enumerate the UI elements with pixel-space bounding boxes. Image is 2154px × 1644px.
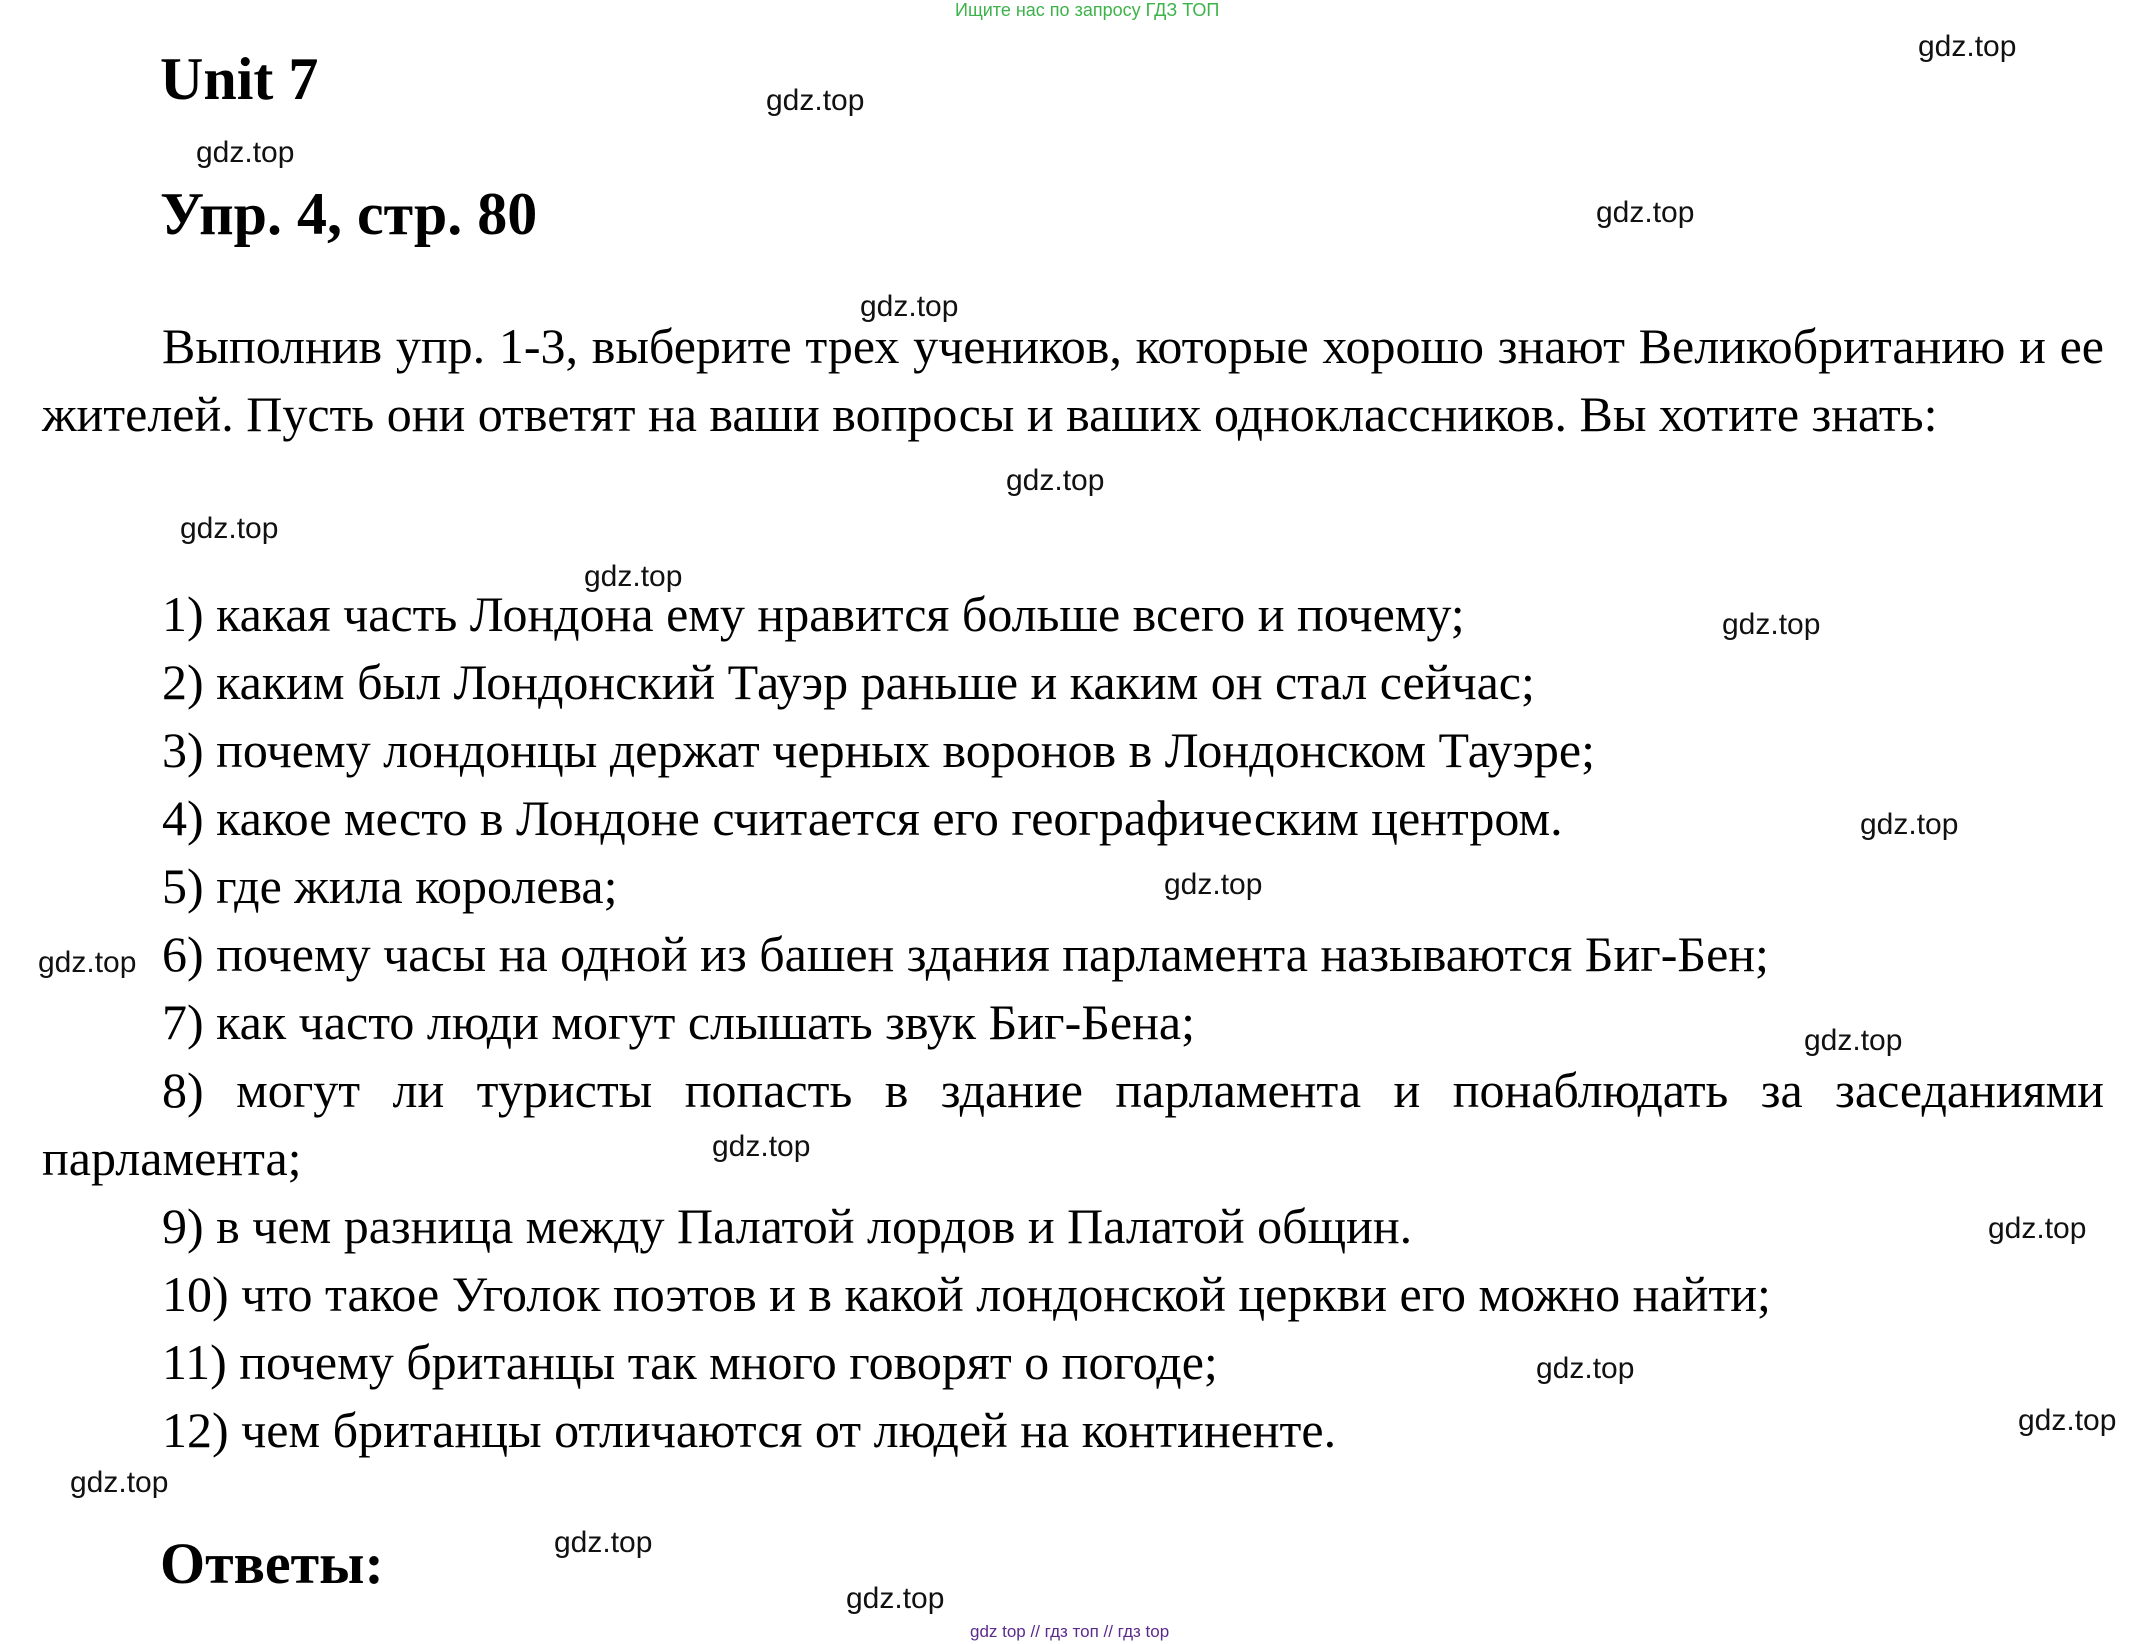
list-item-11: 11) почему британцы так много говорят о погоде; [162, 1334, 1218, 1390]
answers-heading: Ответы: [160, 1531, 384, 1596]
list-item-3: 3) почему лондонцы держат черных воронов в Лондонском Тауэре; [162, 722, 1595, 778]
watermark-text: gdz.top [70, 1466, 169, 1499]
watermark-text: gdz.top [1164, 868, 1263, 901]
top-banner[interactable]: Ищите нас по запросу ГДЗ ТОП [955, 0, 1220, 20]
watermark-text: gdz.top [1596, 196, 1695, 229]
task-intro: Выполнив упр. 1-3, выберите трех учеников, которые хорошо знают Великобританию и ее жителей. Пусть они ответят на ваши вопросы и ваших одноклассников. Вы хотите знать: [42, 318, 2104, 442]
list-item-10: 10) что такое Уголок поэтов и в какой лондонской церкви его можно найти; [162, 1266, 1771, 1322]
watermark-text: gdz.top [196, 136, 295, 169]
footer-banner[interactable]: gdz top // гдз топ // гдз top [970, 1622, 1170, 1641]
unit-title: Unit 7 [160, 46, 319, 112]
list-item-1: 1) какая часть Лондона ему нравится больше всего и почему; [162, 586, 1465, 642]
list-item-5: 5) где жила королева; [162, 858, 618, 914]
watermark-text: gdz.top [38, 946, 137, 979]
watermark-text: gdz.top [846, 1582, 945, 1615]
watermark-text: gdz.top [712, 1130, 811, 1163]
list-item-4: 4) какое место в Лондоне считается его географическим центром. [162, 790, 1563, 846]
watermark-text: gdz.top [554, 1526, 653, 1559]
list-item-9: 9) в чем разница между Палатой лордов и Палатой общин. [162, 1198, 1413, 1254]
exercise-title: Упр. 4, стр. 80 [160, 181, 538, 247]
list-item-2: 2) каким был Лондонский Тауэр раньше и каким он стал сейчас; [162, 654, 1535, 710]
watermark-text: gdz.top [2018, 1404, 2117, 1437]
watermark-text: gdz.top [1860, 808, 1959, 841]
watermark-text: gdz.top [1722, 608, 1821, 641]
watermark-text: gdz.top [860, 290, 959, 323]
watermark-text: gdz.top [1804, 1024, 1903, 1057]
watermark-text: gdz.top [1988, 1212, 2087, 1245]
watermark-text: gdz.top [1006, 464, 1105, 497]
watermark-text: gdz.top [584, 560, 683, 593]
list-item-12: 12) чем британцы отличаются от людей на континенте. [162, 1402, 1337, 1458]
watermark-text: gdz.top [180, 512, 279, 545]
watermark-text: gdz.top [766, 84, 865, 117]
list-item-6: 6) почему часы на одной из башен здания парламента называются Биг-Бен; [162, 926, 1769, 982]
list-item-7: 7) как часто люди могут слышать звук Биг-Бена; [162, 994, 1195, 1050]
watermark-text: gdz.top [1536, 1352, 1635, 1385]
list-item-8: 8) могут ли туристы попасть в здание парламента и понаблюдать за заседаниями парламента; [42, 1062, 2104, 1186]
watermark-text: gdz.top [1918, 30, 2017, 63]
